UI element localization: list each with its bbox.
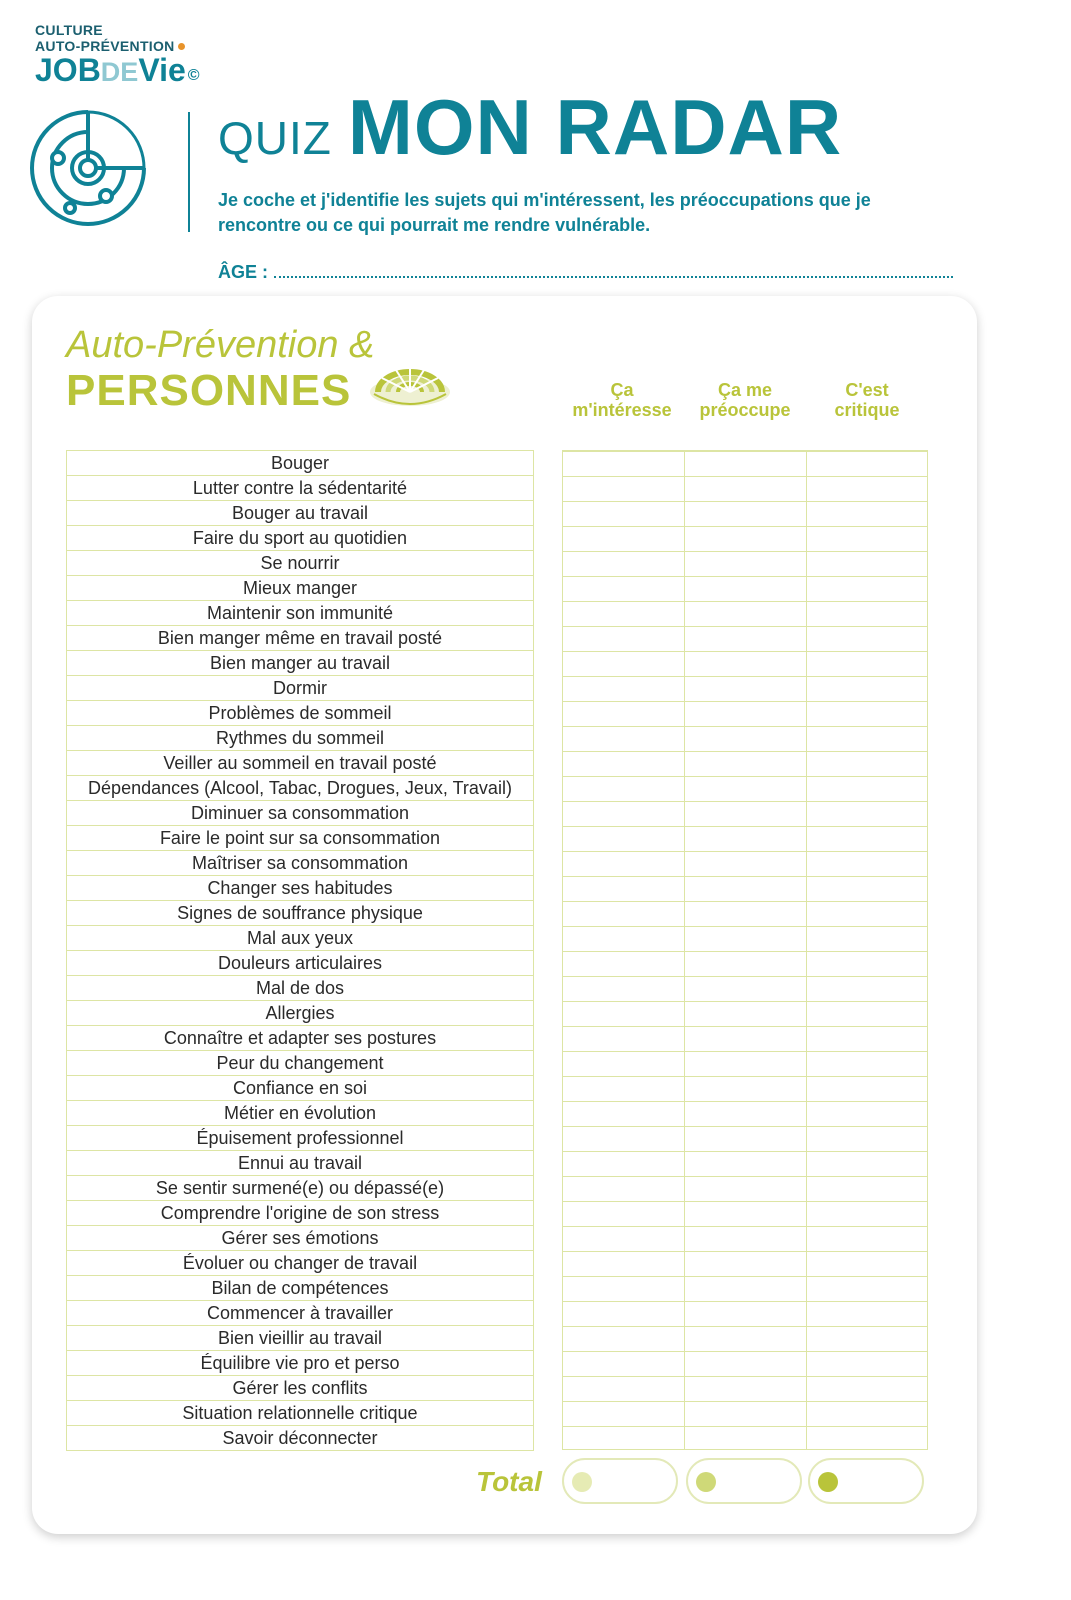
topic-row: Situation relationnelle critique — [66, 1401, 534, 1426]
topic-row: Bilan de compétences — [66, 1276, 534, 1301]
logo-line-culture: CULTURE — [35, 22, 103, 38]
checkbox-grid[interactable] — [562, 450, 928, 1450]
grid-divider — [684, 451, 685, 1449]
topic-row: Dormir — [66, 676, 534, 701]
total-interesse-field[interactable] — [562, 1458, 678, 1504]
topic-row: Métier en évolution — [66, 1101, 534, 1126]
topic-row: Changer ses habitudes — [66, 876, 534, 901]
topic-row: Gérer ses émotions — [66, 1226, 534, 1251]
topic-row: Connaître et adapter ses postures — [66, 1026, 534, 1051]
age-field[interactable] — [218, 262, 953, 283]
logo-wordmark: JOB DE Vie © — [35, 52, 200, 88]
topic-list — [66, 450, 534, 1451]
topic-row: Veiller au sommeil en travail posté — [66, 751, 534, 776]
topic-row: Bien manger même en travail posté — [66, 626, 534, 651]
total-dot — [818, 1472, 838, 1492]
topic-row: Faire du sport au quotidien — [66, 526, 534, 551]
topic-row: Mal de dos — [66, 976, 534, 1001]
topic-row: Se nourrir — [66, 551, 534, 576]
topic-row: Bien manger au travail — [66, 651, 534, 676]
topic-row: Savoir déconnecter — [66, 1426, 534, 1451]
column-header-preoccupe: Ça me préoccupe — [699, 380, 791, 420]
topic-row: Dépendances (Alcool, Tabac, Drogues, Jeux, Travail) — [66, 776, 534, 801]
topic-row: Évoluer ou changer de travail — [66, 1251, 534, 1276]
topic-row: Faire le point sur sa consommation — [66, 826, 534, 851]
topic-row: Diminuer sa consommation — [66, 801, 534, 826]
total-preoccupe-field[interactable] — [686, 1458, 802, 1504]
topic-row: Maîtriser sa consommation — [66, 851, 534, 876]
total-critique-field[interactable] — [808, 1458, 924, 1504]
topic-row: Gérer les conflits — [66, 1376, 534, 1401]
topic-row: Se sentir surmené(e) ou dépassé(e) — [66, 1176, 534, 1201]
total-label: Total — [476, 1466, 542, 1497]
column-header-interesse: Ça m'intéresse — [572, 380, 672, 420]
topic-row: Bouger au travail — [66, 501, 534, 526]
topic-row: Problèmes de sommeil — [66, 701, 534, 726]
topic-row: Douleurs articulaires — [66, 951, 534, 976]
total-dot — [696, 1472, 716, 1492]
topic-row: Épuisement professionnel — [66, 1126, 534, 1151]
logo-dot — [178, 43, 185, 50]
topic-row: Comprendre l'origine de son stress — [66, 1201, 534, 1226]
topic-row: Mal aux yeux — [66, 926, 534, 951]
section-title: PERSONNES — [66, 366, 352, 415]
section-subtitle: Auto-Prévention & — [66, 324, 375, 366]
topic-row: Équilibre vie pro et perso — [66, 1351, 534, 1376]
total-dot — [572, 1472, 592, 1492]
instructions: Je coche et j'identifie les sujets qui m'intéressent, les préoccupations que je rencontre ou ce qui pourrait me rendre vulnérable. — [218, 190, 871, 235]
age-label: ÂGE : — [218, 262, 269, 282]
page-title — [218, 82, 843, 171]
topic-row: Ennui au travail — [66, 1151, 534, 1176]
fan-icon — [368, 364, 452, 410]
brand-logo — [35, 22, 200, 92]
topic-row: Bien vieillir au travail — [66, 1326, 534, 1351]
logo-line-auto-prevention: AUTO-PRÉVENTION — [35, 38, 200, 54]
topic-row: Lutter contre la sédentarité — [66, 476, 534, 501]
header-divider — [188, 112, 190, 232]
topic-row: Commencer à travailler — [66, 1301, 534, 1326]
topic-row: Maintenir son immunité — [66, 601, 534, 626]
topic-row: Confiance en soi — [66, 1076, 534, 1101]
topic-row: Rythmes du sommeil — [66, 726, 534, 751]
topic-row: Signes de souffrance physique — [66, 901, 534, 926]
topic-row: Bouger — [66, 451, 534, 476]
topic-row: Mieux manger — [66, 576, 534, 601]
title-main: MON RADAR — [347, 83, 843, 171]
column-header-critique: C'est critique — [834, 380, 900, 420]
title-quiz: QUIZ — [218, 112, 332, 164]
topic-row: Allergies — [66, 1001, 534, 1026]
radar-icon — [28, 108, 148, 232]
topic-row: Peur du changement — [66, 1051, 534, 1076]
age-line[interactable] — [274, 276, 953, 278]
grid-divider — [806, 451, 807, 1449]
